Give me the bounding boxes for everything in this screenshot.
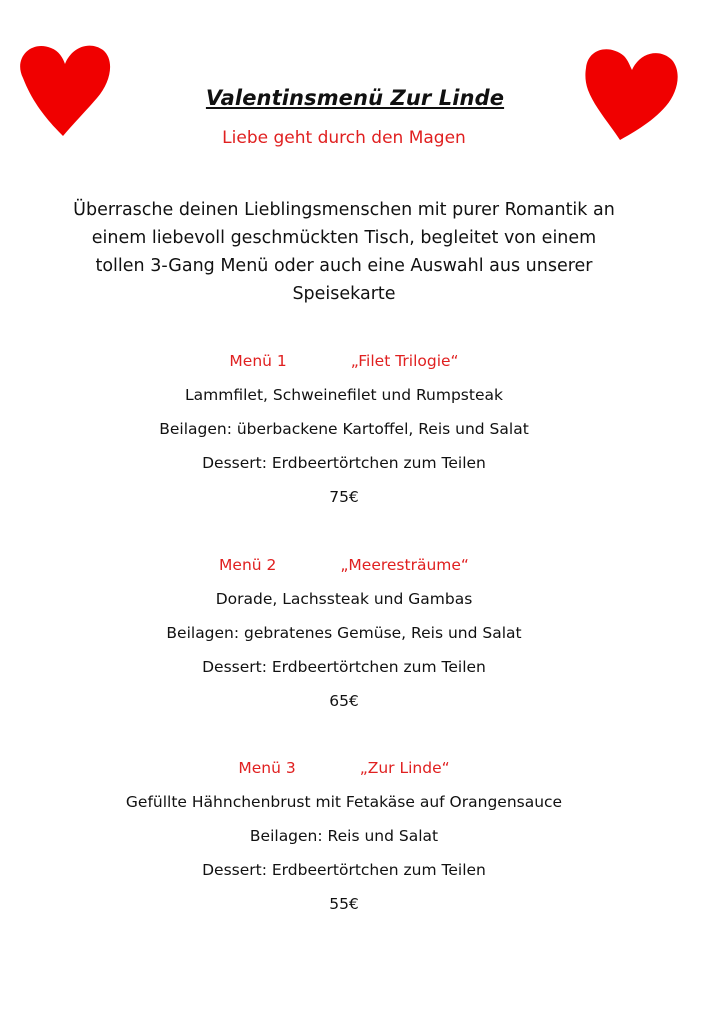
menu-heading: [0, 755, 688, 781]
menu-main-course: Lammfilet, Schweinefilet und Rumpsteak: [185, 386, 503, 404]
menu-number: Menü 2: [219, 556, 277, 574]
menu-section-1: [0, 348, 688, 518]
intro-line: Überrasche deinen Lieblingsmenschen mit purer Romantik an: [73, 200, 615, 220]
menu-number: Menü 1: [229, 352, 287, 370]
menu-number: Menü 3: [238, 759, 296, 777]
menu-price: 65€: [329, 692, 359, 710]
menu-sides: Beilagen: gebratenes Gemüse, Reis und Salat: [166, 624, 522, 642]
intro-line: einem liebevoll geschmückten Tisch, begleitet von einem: [91, 228, 597, 248]
menu-main-course: Gefüllte Hähnchenbrust mit Fetakäse auf Orangensauce: [125, 793, 563, 811]
intro-text: [40, 196, 648, 308]
menu-sides: Beilagen: Reis und Salat: [249, 827, 439, 845]
menu-section-2: [0, 552, 688, 722]
menu-heading: [0, 552, 688, 578]
intro-line: Speisekarte: [292, 284, 396, 304]
menu-dessert: Dessert: Erdbeertörtchen zum Teilen: [202, 658, 486, 676]
menu-dessert: Dessert: Erdbeertörtchen zum Teilen: [202, 861, 486, 879]
menu-section-3: [0, 755, 688, 925]
menu-price: 55€: [329, 895, 359, 913]
menu-heading: [0, 348, 688, 374]
page-title: Valentinsmenü Zur Linde: [205, 86, 505, 110]
menu-price: 75€: [329, 488, 359, 506]
intro-line: tollen 3-Gang Menü oder auch eine Auswahl aus unserer: [95, 256, 593, 276]
menu-dessert: Dessert: Erdbeertörtchen zum Teilen: [202, 454, 486, 472]
menu-main-course: Dorade, Lachssteak und Gambas: [215, 590, 473, 608]
menu-name: „Meeresträume“: [340, 556, 469, 574]
menu-name: „Filet Trilogie“: [350, 352, 459, 370]
menu-name: „Zur Linde“: [359, 759, 450, 777]
menu-sides: Beilagen: überbackene Kartoffel, Reis und Salat: [159, 420, 529, 438]
page-subtitle: Liebe geht durch den Magen: [222, 128, 466, 148]
